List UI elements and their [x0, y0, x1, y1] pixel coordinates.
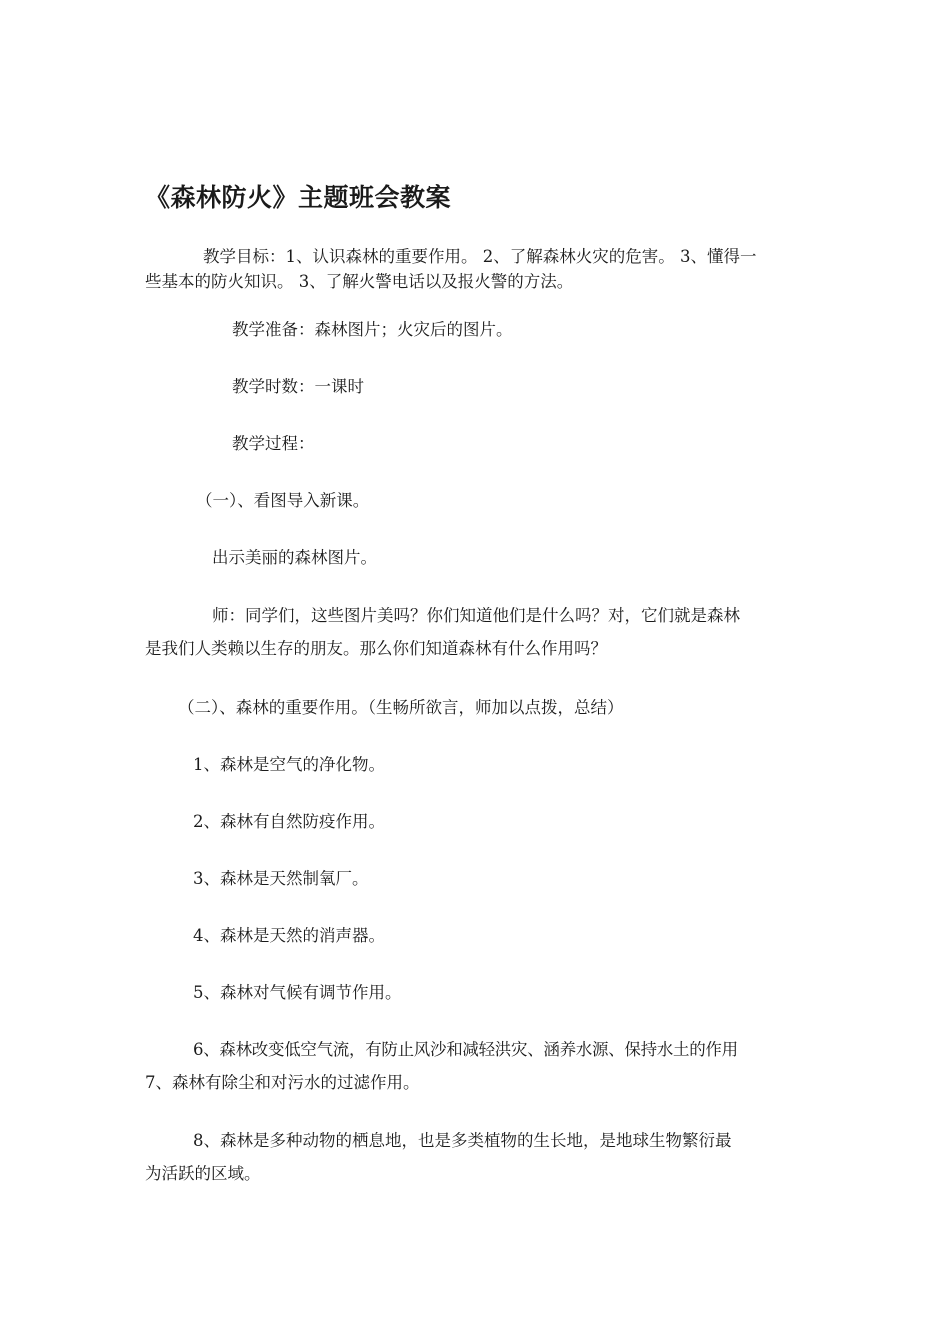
document-title: 《森林防火》主题班会教案 [145, 183, 452, 212]
section-1-heading: （一）、看图导入新课。 [196, 491, 370, 510]
list-item: 5、森林对气候有调节作用。 [193, 983, 402, 1002]
process-text: 教学过程： [232, 434, 315, 453]
list-item: 4、森林是天然的消声器。 [193, 926, 385, 945]
list-item-6: 6、森林改变低空气流，有防止风沙和减轻洪灾、涵养水源、保持水土的作用 [193, 1040, 738, 1059]
list-item-8-line-1: 8、森林是多种动物的栖息地，也是多类植物的生长地，是地球生物繁衍最 [193, 1131, 732, 1150]
preparation-text: 教学准备：森林图片；火灾后的图片。 [232, 320, 513, 339]
list-item-7: 7、森林有除尘和对污水的过滤作用。 [145, 1073, 420, 1092]
hours-text: 教学时数：一课时 [232, 377, 364, 396]
list-item: 1、森林是空气的净化物。 [193, 755, 385, 774]
list-item-8-line-2: 为活跃的区域。 [145, 1164, 261, 1183]
list-item: 3、森林是天然制氧厂。 [193, 869, 369, 888]
list-item: 2、森林有自然防疫作用。 [193, 812, 385, 831]
section-2-heading: （二）、森林的重要作用。（生畅所欲言，师加以点拨，总结） [178, 698, 624, 717]
objectives-line-1: 教学目标：1、认识森林的重要作用。 2、了解森林火灾的危害。 3、懂得一 [203, 247, 757, 266]
objectives-line-2: 些基本的防火知识。 3、了解火警电话以及报火警的方法。 [145, 272, 574, 291]
teacher-line-1: 师：同学们，这些图片美吗？你们知道他们是什么吗？对，它们就是森林 [212, 606, 740, 625]
section-1-show-text: 出示美丽的森林图片。 [212, 548, 377, 567]
teacher-line-2: 是我们人类赖以生存的朋友。那么你们知道森林有什么作用吗？ [145, 639, 607, 658]
